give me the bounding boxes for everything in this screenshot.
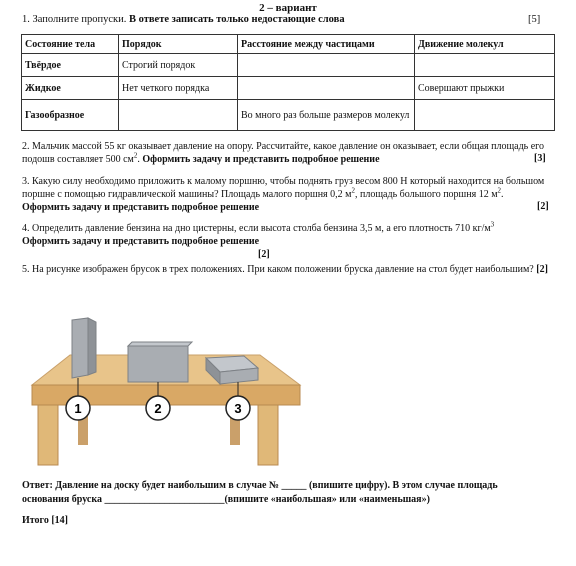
table-cell[interactable] bbox=[415, 54, 555, 77]
task3-sup: 2 bbox=[351, 186, 355, 195]
block-position-2 bbox=[128, 346, 188, 382]
answer-line-1: Ответ: Давление на доску будет наибольшим в случае № _____ (впишите цифру). В этом случае площадь bbox=[22, 480, 498, 491]
task3-mid: , площадь большого поршня 12 м bbox=[355, 189, 498, 200]
label-3-text: 3 bbox=[234, 401, 242, 416]
label-3 bbox=[226, 396, 250, 420]
table-cell: Твёрдое bbox=[22, 54, 119, 77]
table-header-row bbox=[22, 35, 555, 54]
block-2-top bbox=[128, 342, 192, 346]
task2-sup: 2 bbox=[133, 151, 138, 160]
table-cell: Нет четкого порядка bbox=[119, 77, 238, 100]
task2-text bbox=[22, 140, 552, 166]
table-cell[interactable] bbox=[415, 100, 555, 131]
task3-sup2: 2 bbox=[497, 186, 502, 195]
task3-bold: Оформить задачу и представить подробное решение bbox=[22, 202, 260, 213]
variant-title: 2 – вариант bbox=[259, 2, 317, 14]
blocks-figure bbox=[0, 300, 576, 470]
table-cell: Газообразное bbox=[22, 100, 119, 131]
label-1 bbox=[66, 396, 90, 420]
task5-points: [2] bbox=[536, 264, 548, 275]
block-1-side bbox=[88, 318, 96, 375]
label-2 bbox=[146, 396, 170, 420]
label-2-text: 2 bbox=[154, 401, 162, 416]
total-points: Итого [14] bbox=[22, 515, 69, 526]
table-cell[interactable] bbox=[119, 100, 238, 131]
block-position-1 bbox=[72, 318, 88, 378]
task2-body: 2. Мальчик массой 55 кг оказывает давление на опору. Рассчитайте, какое давление он оказывает, если общая площадь его подошв составляет 500 см bbox=[22, 141, 545, 165]
table-row bbox=[22, 54, 555, 77]
task2-points: [3] bbox=[534, 153, 546, 164]
task1-text bbox=[22, 14, 345, 25]
table-header: Движение молекул bbox=[415, 35, 555, 54]
label-1-text: 1 bbox=[74, 401, 82, 416]
states-table bbox=[21, 34, 555, 131]
table-row bbox=[22, 100, 555, 131]
task2-bold: Оформить задачу и представить подробное решение bbox=[142, 154, 380, 165]
table-cell: Совершают прыжки bbox=[415, 77, 555, 100]
table-cell: Строгий порядок bbox=[119, 54, 238, 77]
task4-points: [2] bbox=[258, 249, 270, 260]
task1-points: [5] bbox=[528, 14, 541, 25]
task4-sup: 3 bbox=[490, 220, 495, 229]
table-cell: Во много раз больше размеров молекул bbox=[238, 100, 415, 131]
task1-bold: В ответе записать только недостающие слова bbox=[128, 14, 345, 25]
table-cell[interactable] bbox=[238, 77, 415, 100]
task4-body: 4. Определить давление бензина на дно цистерны, если высота столба бензина 3,5 м, а его плотность 710 кг/м bbox=[22, 223, 491, 234]
table-row bbox=[22, 77, 555, 100]
task1-prefix: 1. Заполните пропуски. bbox=[22, 14, 129, 25]
answer-line-2: основания бруска ________________________(впишите «наибольшая» или «наименьшая») bbox=[22, 494, 430, 505]
task5-body: 5. На рисунке изображен брусок в трех положениях. При каком положении бруска давление на стол будет наибольшим? bbox=[22, 264, 537, 275]
task2-after: . bbox=[137, 154, 143, 165]
task3-points: [2] bbox=[537, 201, 549, 212]
table-header: Порядок bbox=[119, 35, 238, 54]
answer-block bbox=[22, 479, 557, 507]
task3-body: 3. Какую силу необходимо приложить к малому поршню, чтобы поднять груз весом 800 Н который находится на большом поршне с помощью гидравлической машины? Площадь малого поршня 0,2 м bbox=[22, 176, 545, 200]
task4-text bbox=[22, 222, 552, 248]
task3-after: . bbox=[501, 189, 504, 200]
task3-text bbox=[22, 175, 552, 214]
table-leg bbox=[38, 405, 58, 465]
table-cell[interactable] bbox=[238, 54, 415, 77]
table-header: Расстояние между частицами bbox=[238, 35, 415, 54]
table-leg bbox=[258, 405, 278, 465]
table-header: Состояние тела bbox=[22, 35, 119, 54]
task5-text bbox=[22, 263, 552, 276]
task4-bold: Оформить задачу и представить подробное решение bbox=[22, 236, 260, 247]
table-cell: Жидкое bbox=[22, 77, 119, 100]
